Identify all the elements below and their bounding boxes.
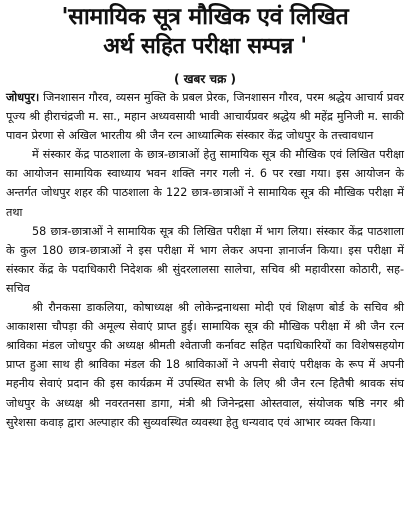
headline [6, 2, 404, 62]
source-credit: ( खबर चक्र ) [174, 72, 236, 86]
paragraph-1-text: जिनशासन गौरव, व्यसन मुक्ति के प्रबल प्रेरक, जिनशासन गौरव, परम श्रद्धेय आचार्य प्रवर पूज्य श्री हीराचंद्रजी म. सा., महान अध्यवसायी भावी आचार्यप्रवर श्रद्धेय श्री महेंद्र मुनिजी म. साकी पावन प्रेरणा से अखिल भारतीय श्री जैन रत्न आध्यात्मिक संस्कार केंद्र जोधपुर के तत्त्वावधान [6, 91, 404, 143]
headline-line-1: 'सामायिक सूत्र मौखिक एवं लिखित [61, 4, 349, 30]
article-body [0, 88, 410, 432]
paragraph-2: में संस्कार केंद्र पाठशाला के छात्र-छात्राओं हेतु सामायिक सूत्र की मौखिक एवं लिखित परीक्षा का आयोजन सामायिक स्वाध्याय भवन शक्ति नगर गली नं. 6 पर रखा गया। इस आयोजन के अन्तर्गत जोधपुर शहर की पाठशाला के 122 छात्र-छात्राओं ने सामायिक सूत्र की मौखिक परीक्षा में तथा [6, 148, 404, 219]
dateline: जोधपुर। [6, 91, 40, 104]
headline-line-2: अर्थ सहित परीक्षा सम्पन्न ' [103, 34, 307, 59]
paragraph-1 [6, 88, 404, 145]
paragraph-4: श्री रौनकसा डाकलिया, कोषाध्यक्ष श्री लोकेन्द्रनाथसा मोदी एवं शिक्षण बोर्ड के सचिव श्री आकाशसा चौपड़ा की अमूल्य सेवाएं प्राप्त हुई। सामायिक सूत्र की मौखिक परीक्षा में श्री जैन रत्न श्राविका मंडल जोधपुर की अध्यक्ष श्रीमती श्वेताजी कर्नावट सहित पदाधिकारियों का विशेषसहयोग प्राप्त हुआ साथ ही श्राविका मंडल की 18 श्राविकाओं ने अपनी सेवाएं परीक्षक के रूप में अपनी महनीय सेवाएं प्रदान की इस कार्यक्रम में उपस्थित सभी के लिए श्री जैन रत्न हितैषी श्रावक संघ जोधपुर के अध्यक्ष श्री नवरतनसा डागा, मंत्री श्री जिनेन्द्रसा ओस्तवाल, संयोजक षष्ठि नगर श्री सुरेशसा कवाड़ द्वारा अल्पाहार की सुव्यवस्थित व्यवस्था हेतु धन्यवाद एवं आभार व्यक्त किया। [6, 301, 404, 429]
paragraph-3: 58 छात्र-छात्राओं ने सामायिक सूत्र की लिखित परीक्षा में भाग लिया। संस्कार केंद्र पाठशाला के कुल 180 छात्र-छात्राओं ने इस परीक्षा में भाग लेकर अपना ज्ञानार्जन किया। इस परीक्षा में संस्कार केंद्र के पदाधिकारी निदेशक श्री सुंदरलालसा सालेचा, सचिव श्री महावीरसा कोठारी, सह-सचिव [6, 224, 404, 295]
